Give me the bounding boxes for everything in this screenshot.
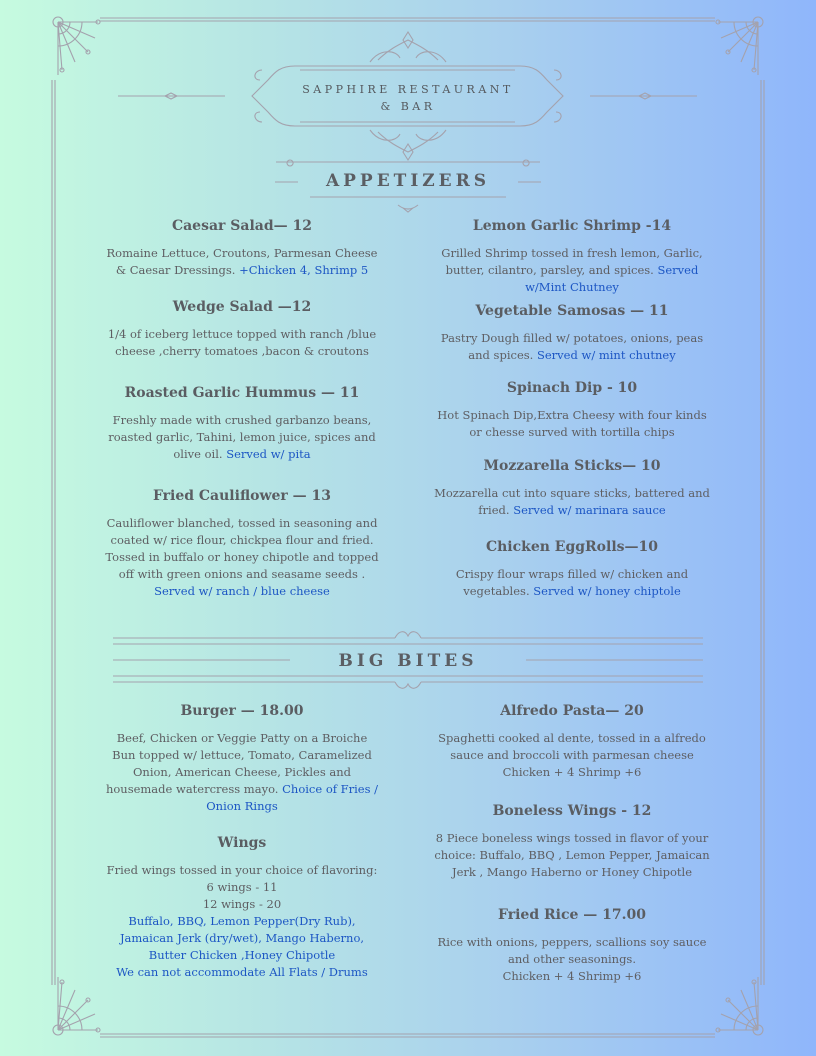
wings-line2: 6 wings - 11 (206, 880, 278, 894)
menu-item-fried-cauliflower (104, 487, 380, 600)
menu-item-lemon-garlic-shrimp (434, 217, 710, 296)
item-note: Served w/ mint chutney (536, 348, 676, 362)
menu-item-boneless-wings (434, 802, 710, 881)
item-description (104, 862, 380, 981)
appetizers-heading: APPETIZERS (325, 171, 491, 191)
item-description: Rice with onions, peppers, scallions soy sauce and other seasonings. Chicken + 4 Shrimp +6 (437, 935, 707, 983)
item-note: Served w/Mint Chutney (525, 263, 699, 294)
item-note: Choice of Fries / Onion Rings (206, 782, 379, 813)
border-bottom (100, 1034, 715, 1037)
item-description: Crispy flour wraps filled w/ chicken and vegetables. Served w/ honey chiptole (455, 567, 689, 598)
menu-item-roasted-garlic-hummus (104, 384, 380, 463)
corner-ornament-top-right (716, 17, 763, 75)
menu-item-mozzarella-sticks (434, 457, 710, 519)
restaurant-name-line2: & BAR (380, 100, 436, 113)
border-top (100, 18, 715, 21)
item-name: Roasted Garlic Hummus — 11 (124, 385, 360, 401)
item-name: Fried Rice — 17.00 (498, 907, 646, 923)
menu-item-chicken-eggrolls (434, 538, 710, 600)
wings-flavors: Buffalo, BBQ, Lemon Pepper(Dry Rub), Jamaican Jerk (dry/wet), Mango Haberno, Butter Chicken ,Honey Chipotle (119, 914, 365, 962)
big-bites-heading: BIG BITES (338, 651, 478, 671)
item-description: Hot Spinach Dip,Extra Cheesy with four kinds or chesse surved with tortilla chips (437, 408, 707, 439)
item-name: Spinach Dip - 10 (506, 380, 638, 396)
border-left (52, 80, 55, 985)
border-right (761, 80, 764, 985)
menu-item-wedge-salad (104, 298, 380, 360)
corner-ornament-bottom-left (53, 977, 100, 1035)
restaurant-name (258, 81, 558, 115)
item-note: Served w/ pita (226, 447, 311, 461)
item-extra: Chicken + 4 Shrimp +6 (502, 969, 642, 983)
item-description: Pastry Dough filled w/ potatoes, onions, peas and spices. Served w/ mint chutney (440, 331, 704, 362)
item-description: Beef, Chicken or Veggie Patty on a Broiche Bun topped w/ lettuce, Tomato, Caramelized Onion, American Cheese, Pickles and housemade watercress mayo. Choice of Fries / Onion Rings (105, 731, 379, 813)
item-name: Mozzarella Sticks— 10 (483, 458, 661, 474)
item-description: 1/4 of iceberg lettuce topped with ranch /blue cheese ,cherry tomatoes ,bacon & croutons (107, 327, 377, 358)
item-name: Chicken EggRolls—10 (485, 539, 659, 555)
item-name: Wings (217, 835, 267, 851)
wings-policy: We can not accommodate All Flats / Drums (116, 965, 368, 979)
item-extra: Chicken + 4 Shrimp +6 (502, 765, 642, 779)
menu-item-caesar-salad (104, 217, 380, 279)
menu-item-vegetable-samosas (434, 302, 710, 364)
item-description: Spaghetti cooked al dente, tossed in a alfredo sauce and broccoli with parmesan cheese Chicken + 4 Shrimp +6 (438, 731, 706, 779)
menu-item-burger (104, 702, 380, 815)
menu-item-spinach-dip (434, 379, 710, 441)
item-name: Alfredo Pasta— 20 (500, 703, 644, 719)
item-name: Wedge Salad —12 (172, 299, 312, 315)
item-note: +Chicken 4, Shrimp 5 (239, 263, 369, 277)
item-description: Grilled Shrimp tossed in fresh lemon, Garlic, butter, cilantro, parsley, and spices. Served w/Mint Chutney (441, 246, 703, 294)
item-name: Caesar Salad— 12 (171, 218, 313, 234)
item-name: Burger — 18.00 (180, 703, 304, 719)
item-note: Served w/ ranch / blue cheese (154, 584, 330, 598)
wings-line3: 12 wings - 20 (202, 897, 282, 911)
item-note: Served w/ honey chiptole (533, 584, 681, 598)
wings-line1: Fried wings tossed in your choice of flavoring: (106, 863, 378, 877)
menu-item-fried-rice (434, 906, 710, 985)
corner-ornament-top-left (53, 17, 100, 75)
item-name: Vegetable Samosas — 11 (475, 303, 669, 319)
item-name: Fried Cauliflower — 13 (152, 488, 332, 504)
item-note: Served w/ marinara sauce (513, 503, 666, 517)
item-description: Cauliflower blanched, tossed in seasoning and coated w/ rice flour, chickpea flour and fried. Tossed in buffalo or honey chipotle and topped off with green onions and seasame seeds . Served w/ ranch / blue cheese (105, 516, 379, 598)
menu-item-alfredo-pasta (434, 702, 710, 781)
item-description: Romaine Lettuce, Croutons, Parmesan Cheese & Caesar Dressings. +Chicken 4, Shrimp 5 (106, 246, 378, 277)
item-description: 8 Piece boneless wings tossed in flavor of your choice: Buffalo, BBQ , Lemon Pepper, Jamaican Jerk , Mango Haberno or Honey Chipotle (434, 831, 710, 879)
corner-ornament-bottom-right (716, 977, 763, 1035)
item-description: Freshly made with crushed garbanzo beans, roasted garlic, Tahini, lemon juice, spices and olive oil. Served w/ pita (108, 413, 376, 461)
item-description: Mozzarella cut into square sticks, battered and fried. Served w/ marinara sauce (434, 486, 710, 517)
item-name: Boneless Wings - 12 (492, 803, 652, 819)
restaurant-name-line1: SAPPHIRE RESTAURANT (302, 83, 514, 96)
menu-item-wings (104, 834, 380, 981)
item-name: Lemon Garlic Shrimp -14 (472, 218, 672, 234)
